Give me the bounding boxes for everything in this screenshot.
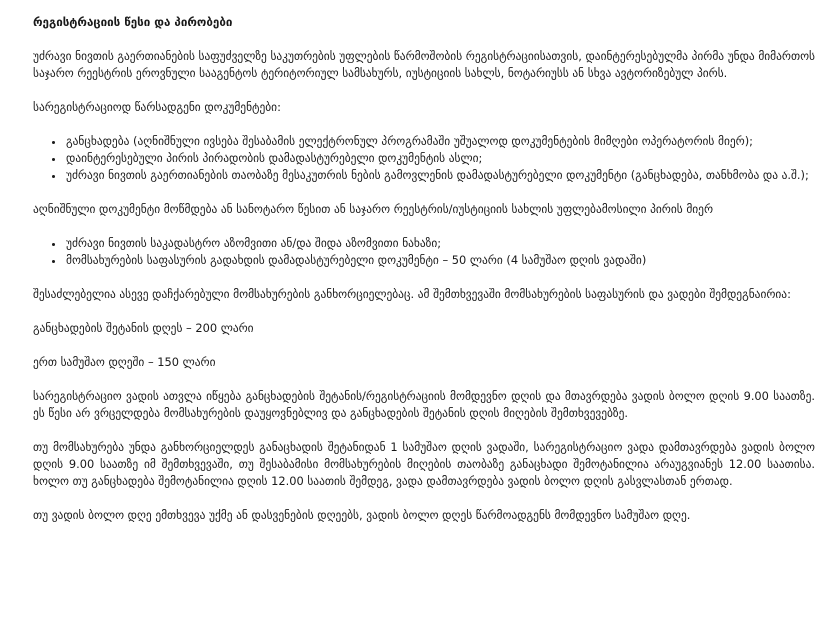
- fee-one-day: ერთ სამუშაო დღეში – 150 ლარი: [33, 355, 216, 369]
- list-item: • მომსახურების საფასურის გადახდის დამადასტურებელი დოკუმენტი – 50 ლარი (4 სამუშაო დღის ვადაში): [64, 252, 815, 269]
- expedited-service-paragraph: შესაძლებელია ასევე დაჩქარებული მომსახურების განხორციელებაც. ამ შემთხვევაში მომსახურების საფასურის და ვადები შემდეგნაირია:: [33, 287, 791, 301]
- list-item: • უძრავი ნივთის საკადასტრო აზომვითი ან/და შიდა აზომვითი ნახაზი;: [64, 235, 815, 252]
- list-item: • უძრავი ნივთის გაერთიანების თაობაზე მესაკუთრის ნების გამოვლენის დამადასტურებელი დოკუმენტი (განცხადება, თანხმობა და ა.შ.);: [64, 167, 815, 184]
- list-item: • დაინტერესებული პირის პირადობის დამადასტურებელი დოკუმენტის ასლი;: [64, 150, 815, 167]
- list-item: • განცხადება (აღნიშნული ივსება შესაბამის ელექტრონულ პროგრამაში უშუალოდ დოკუმენტების მიმღები ოპერატორის მიერ);: [64, 133, 815, 150]
- term-start-paragraph: სარეგისტრაციო ვადის ათვლა იწყება განცხადების შეტანის/რეგისტრაციის მომდევნო დღის და მთავრდება ვადის ბოლო დღის 9.00 საათზე. ეს წესი არ ვრცელდება მომსახურების დაუყოვნებლივ და განცხადების შეტანის დღის მიღების შემთხვევებზე.: [33, 389, 815, 420]
- intro-paragraph: უძრავი ნივთის გაერთიანების საფუძველზე საკუთრების უფლების წარმოშობის რეგისტრაციისათვის, დაინტერესებულმა პირმა უნდა მიმართოს საჯარო რეესტრის ეროვნული სააგენტოს ტერიტორიულ სამსახურს, იუსტიციის სახლს, ნოტარიუსს ან სხვა ავტორიზებულ პირს.: [33, 49, 815, 80]
- fee-same-day: განცხადების შეტანის დღეს – 200 ლარი: [33, 321, 254, 335]
- holiday-rule-paragraph: თუ ვადის ბოლო დღე ემთხვევა უქმე ან დასვენების დღეებს, ვადის ბოლო დღეს წარმოადგენს მომდევნო სამუშაო დღე.: [33, 508, 691, 522]
- page-title: რეგისტრაციის წესი და პირობები: [33, 15, 233, 29]
- required-documents-list: [33, 133, 815, 184]
- required-documents-heading: სარეგისტრაციოდ წარსადგენი დოკუმენტები:: [33, 100, 281, 114]
- one-day-rule-paragraph: თუ მომსახურება უნდა განხორციელდეს განაცხადის შეტანიდან 1 სამუშაო დღის ვადაში, სარეგისტრაციო ვადა დამთავრდება ვადის ბოლო დღის 9.00 საათზე იმ შემთხვევაში, თუ შესაბამისი მომსახურების მიღების თაობაზე განაცხადი შემოტანილია არაუგვიანეს 12.00 საათისა. ხოლო თუ განცხადება შემოტანილია დღის 12.00 საათის შემდეგ, ვადა დამთავრდება ვადის ბოლო დღის გასვლასთან ერთად.: [33, 440, 815, 488]
- additional-documents-list: [33, 235, 815, 269]
- verification-paragraph: აღნიშნული დოკუმენტი მოწმდება ან სანოტარო წესით ან საჯარო რეესტრის/იუსტიციის სახლის უფლებამოსილი პირის მიერ: [33, 202, 714, 216]
